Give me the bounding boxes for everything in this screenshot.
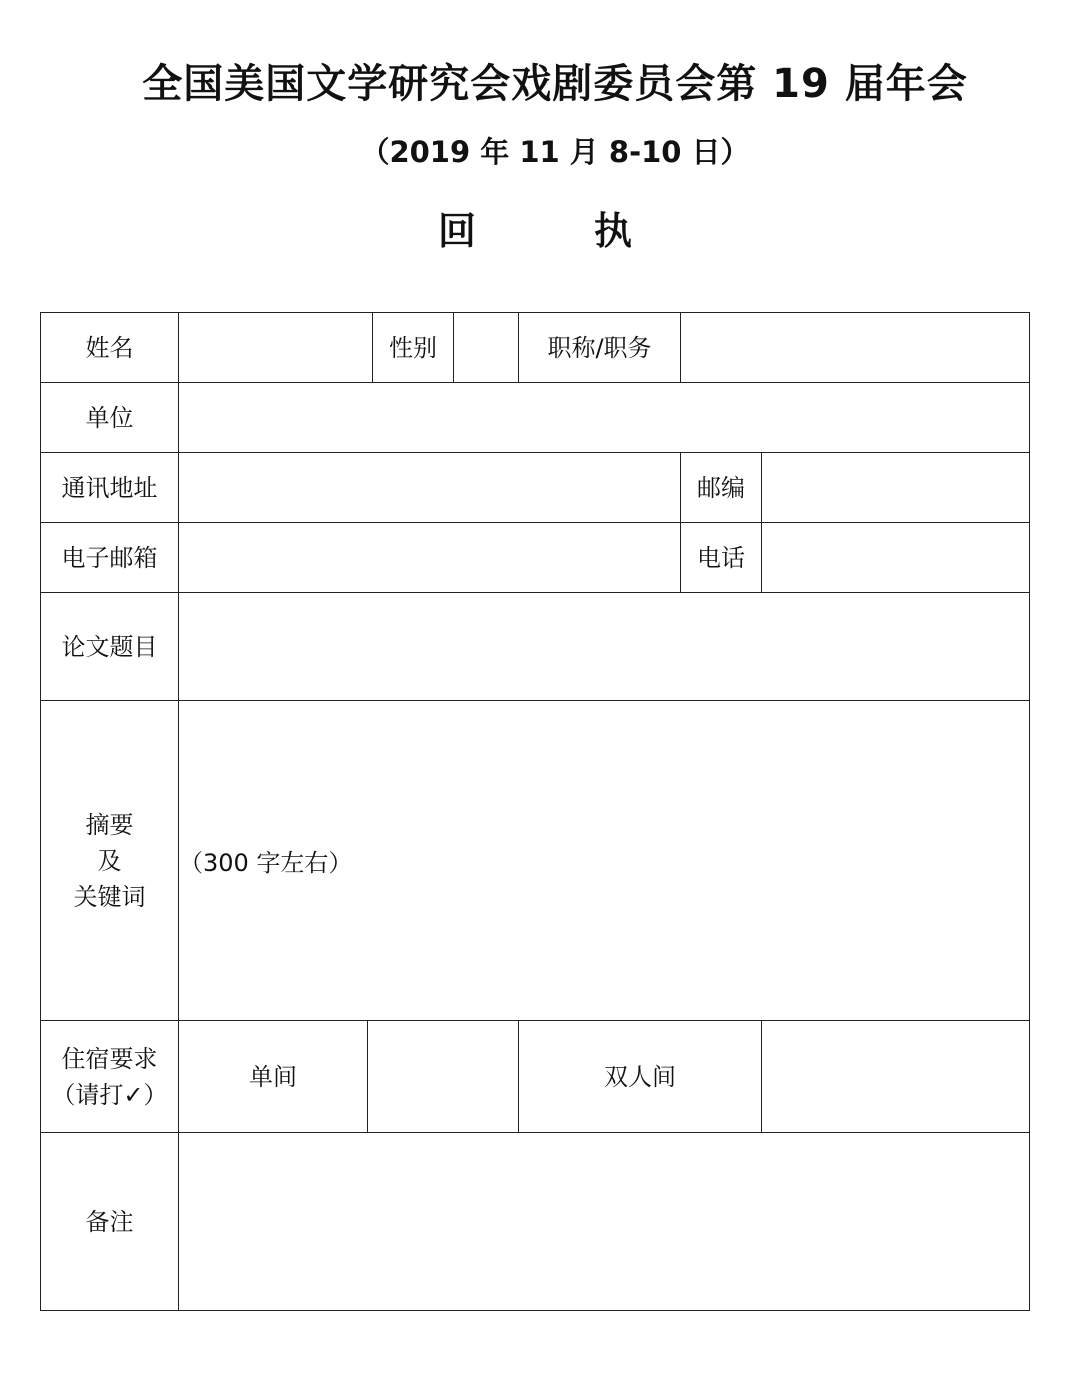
name-label: 姓名 bbox=[41, 313, 179, 383]
address-field[interactable] bbox=[179, 453, 681, 523]
document-heading: 回 执 bbox=[437, 209, 672, 253]
document-title: 全国美国文学研究会戏剧委员会第 19 届年会 bbox=[142, 61, 968, 107]
abstract-label-line-2: 及 bbox=[97, 846, 122, 875]
double-room-label: 双人间 bbox=[519, 1021, 762, 1133]
gender-label: 性别 bbox=[373, 313, 454, 383]
abstract-field[interactable] bbox=[179, 701, 1030, 1021]
row-paper-title bbox=[41, 593, 1030, 701]
row-email bbox=[41, 523, 1030, 593]
job-title-field[interactable] bbox=[681, 313, 1030, 383]
remarks-field[interactable] bbox=[179, 1133, 1030, 1311]
registration-table bbox=[40, 312, 1030, 1311]
unit-field[interactable] bbox=[179, 383, 1030, 453]
single-room-label: 单间 bbox=[179, 1021, 368, 1133]
document-date: （2019 年 11 月 8-10 日） bbox=[360, 135, 750, 169]
postcode-field[interactable] bbox=[762, 453, 1030, 523]
abstract-label-line-3: 关键词 bbox=[73, 882, 146, 911]
row-abstract bbox=[41, 701, 1030, 1021]
remarks-label: 备注 bbox=[41, 1133, 179, 1311]
unit-label: 单位 bbox=[41, 383, 179, 453]
job-title-label: 职称/职务 bbox=[519, 313, 681, 383]
address-label: 通讯地址 bbox=[41, 453, 179, 523]
single-room-checkbox-cell[interactable] bbox=[368, 1021, 519, 1133]
lodging-label bbox=[41, 1021, 179, 1133]
phone-label: 电话 bbox=[681, 523, 762, 593]
abstract-label-line-1: 摘要 bbox=[85, 810, 134, 839]
paper-title-label: 论文题目 bbox=[41, 593, 179, 701]
lodging-label-line-1: 住宿要求 bbox=[61, 1044, 158, 1073]
abstract-label bbox=[41, 701, 179, 1021]
abstract-hint: （300 字左右） bbox=[179, 849, 353, 877]
row-unit bbox=[41, 383, 1030, 453]
email-field[interactable] bbox=[179, 523, 681, 593]
row-address bbox=[41, 453, 1030, 523]
phone-field[interactable] bbox=[762, 523, 1030, 593]
lodging-label-line-2: （请打✓） bbox=[51, 1080, 168, 1109]
row-name bbox=[41, 313, 1030, 383]
row-lodging bbox=[41, 1021, 1030, 1133]
double-room-checkbox-cell[interactable] bbox=[762, 1021, 1030, 1133]
paper-title-field[interactable] bbox=[179, 593, 1030, 701]
row-remarks bbox=[41, 1133, 1030, 1311]
name-field[interactable] bbox=[179, 313, 373, 383]
postcode-label: 邮编 bbox=[681, 453, 762, 523]
email-label: 电子邮箱 bbox=[41, 523, 179, 593]
gender-field[interactable] bbox=[454, 313, 519, 383]
